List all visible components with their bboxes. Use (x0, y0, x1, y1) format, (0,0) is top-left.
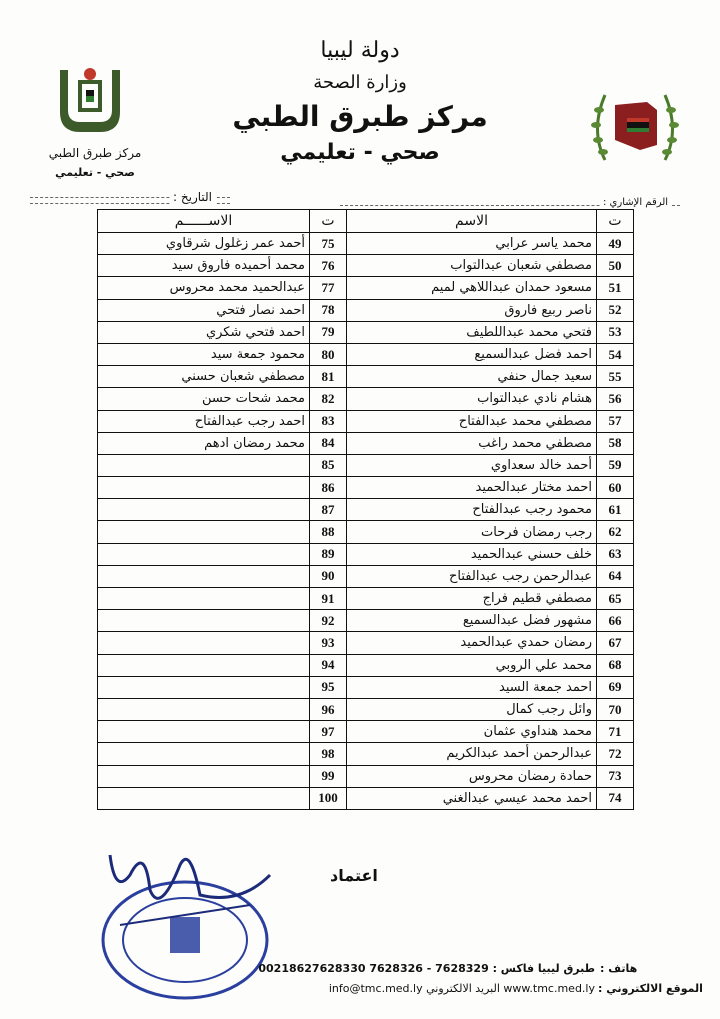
row-number: 84 (310, 432, 347, 454)
table-row (347, 255, 634, 277)
row-number: 68 (597, 654, 634, 676)
row-number: 80 (310, 343, 347, 365)
table-row (98, 787, 347, 809)
table-header-row (347, 210, 634, 233)
table-row (98, 477, 347, 499)
table-row (347, 343, 634, 365)
row-name: احمد نصار فتحي (98, 299, 310, 321)
table-row (98, 454, 347, 476)
table-row (347, 565, 634, 587)
country-heading: دولة ليبيا (320, 38, 400, 63)
row-number: 69 (597, 676, 634, 698)
footer-web-label: الموقع الالكتروني : (598, 982, 703, 995)
row-name (98, 454, 310, 476)
row-number: 56 (597, 388, 634, 410)
row-name (98, 765, 310, 787)
row-name (98, 565, 310, 587)
row-name: محمود رجب عبدالفتاح (347, 499, 597, 521)
footer-phone-label: هاتف : (600, 962, 638, 975)
row-number: 61 (597, 499, 634, 521)
table-row (347, 743, 634, 765)
row-number: 76 (310, 255, 347, 277)
row-number: 92 (310, 610, 347, 632)
table-header-row (98, 210, 347, 233)
row-name: مصطفي شعبان حسني (98, 366, 310, 388)
row-name: رمضان حمدي عبدالحميد (347, 632, 597, 654)
row-name: أحمد خالد سعداوي (347, 454, 597, 476)
row-name: عبدالرحمن رجب عبدالفتاح (347, 565, 597, 587)
row-number: 86 (310, 477, 347, 499)
row-number: 54 (597, 343, 634, 365)
table-row (98, 565, 347, 587)
row-name: محمد أحميده فاروق سيد (98, 255, 310, 277)
table-row (98, 543, 347, 565)
row-name: هشام نادي عبدالتواب (347, 388, 597, 410)
roster-table-left (97, 209, 347, 810)
table-row (98, 632, 347, 654)
table-row (347, 277, 634, 299)
row-name (98, 698, 310, 720)
row-name (98, 721, 310, 743)
row-name: أحمد عمر زغلول شرقاوي (98, 233, 310, 255)
table-row (347, 454, 634, 476)
row-number: 65 (597, 588, 634, 610)
table-row (98, 410, 347, 432)
row-number: 83 (310, 410, 347, 432)
table-row (347, 610, 634, 632)
table-row (98, 321, 347, 343)
row-name: عبدالحميد محمد محروس (98, 277, 310, 299)
table-row (347, 588, 634, 610)
center-type-heading: صحي - تعليمي (280, 140, 440, 165)
row-number: 97 (310, 721, 347, 743)
table-row (347, 321, 634, 343)
row-number: 71 (597, 721, 634, 743)
table-row (347, 410, 634, 432)
table-row (98, 521, 347, 543)
roster-table-right (346, 209, 634, 810)
table-row (347, 654, 634, 676)
row-name: سعيد جمال حنفي (347, 366, 597, 388)
table-row (98, 721, 347, 743)
row-number: 93 (310, 632, 347, 654)
row-name: مصطفي محمد عبدالفتاح (347, 410, 597, 432)
row-name: خلف حسني عبدالحميد (347, 543, 597, 565)
column-header-name: الاســــــم (98, 210, 310, 233)
official-stamp-icon (90, 835, 280, 1005)
row-name (98, 654, 310, 676)
table-row (98, 277, 347, 299)
table-row (347, 499, 634, 521)
row-number: 100 (310, 787, 347, 809)
table-row (98, 499, 347, 521)
table-row (347, 787, 634, 809)
table-row (98, 432, 347, 454)
row-name (98, 743, 310, 765)
table-row (98, 698, 347, 720)
table-row (347, 388, 634, 410)
row-number: 58 (597, 432, 634, 454)
row-number: 94 (310, 654, 347, 676)
date-label: التاريخ : (170, 190, 215, 204)
row-name: حمادة رمضان محروس (347, 765, 597, 787)
table-row (347, 432, 634, 454)
row-number: 49 (597, 233, 634, 255)
libya-map-emblem-icon (585, 80, 685, 170)
row-number: 90 (310, 565, 347, 587)
row-name (98, 787, 310, 809)
table-row (98, 676, 347, 698)
table-row (347, 299, 634, 321)
table-row (98, 255, 347, 277)
row-name: عبدالرحمن أحمد عبدالكريم (347, 743, 597, 765)
row-name: احمد فتحي شكري (98, 321, 310, 343)
row-name: مصطفي شعبان عبدالتواب (347, 255, 597, 277)
row-name: احمد جمعة السيد (347, 676, 597, 698)
center-logo-icon (50, 60, 130, 140)
row-name: محمد هنداوي عثمان (347, 721, 597, 743)
row-number: 72 (597, 743, 634, 765)
table-row (98, 366, 347, 388)
table-row (98, 233, 347, 255)
row-number: 96 (310, 698, 347, 720)
row-number: 70 (597, 698, 634, 720)
row-name (98, 477, 310, 499)
row-number: 52 (597, 299, 634, 321)
reference-number-label: الرقم الإشاري : (600, 197, 671, 208)
row-name: احمد محمد عيسي عبدالغني (347, 787, 597, 809)
row-number: 73 (597, 765, 634, 787)
center-name-heading: مركز طبرق الطبي (232, 100, 488, 133)
table-row (347, 233, 634, 255)
table-row (347, 477, 634, 499)
row-number: 62 (597, 521, 634, 543)
row-number: 64 (597, 565, 634, 587)
table-row (347, 765, 634, 787)
row-name: ناصر ربيع فاروق (347, 299, 597, 321)
row-name: محمد شحات حسن (98, 388, 310, 410)
row-number: 60 (597, 477, 634, 499)
footer-contact-line: 00218627628330 طبرق ليبيا فاكس : 7628329 - 7628326 (258, 962, 595, 975)
row-number: 81 (310, 366, 347, 388)
row-name: وائل رجب كمال (347, 698, 597, 720)
row-number: 87 (310, 499, 347, 521)
row-name: احمد فضل عبدالسميع (347, 343, 597, 365)
row-number: 51 (597, 277, 634, 299)
row-name: مصطفي محمد راغب (347, 432, 597, 454)
row-number: 55 (597, 366, 634, 388)
table-row (98, 610, 347, 632)
table-row (98, 654, 347, 676)
table-row (98, 588, 347, 610)
logo-center-name: مركز طبرق الطبي (48, 146, 142, 160)
table-row (98, 299, 347, 321)
table-row (98, 343, 347, 365)
row-number: 63 (597, 543, 634, 565)
row-number: 95 (310, 676, 347, 698)
row-name: محمود جمعة سيد (98, 343, 310, 365)
row-name (98, 632, 310, 654)
row-name: محمد علي الروبي (347, 654, 597, 676)
row-number: 77 (310, 277, 347, 299)
row-name (98, 676, 310, 698)
row-name (98, 521, 310, 543)
footer-web-line: info@tmc.med.ly البريد الالكتروني www.tmc.med.ly (328, 982, 595, 995)
table-row (347, 698, 634, 720)
row-name: محمد رمضان ادهم (98, 432, 310, 454)
row-name: محمد ياسر عرابي (347, 233, 597, 255)
row-name: مشهور فضل عبدالسميع (347, 610, 597, 632)
row-name (98, 499, 310, 521)
row-number: 89 (310, 543, 347, 565)
row-number: 98 (310, 743, 347, 765)
row-name: احمد رجب عبدالفتاح (98, 410, 310, 432)
column-header-name: الاسم (347, 210, 597, 233)
row-name: احمد مختار عبدالحميد (347, 477, 597, 499)
row-number: 59 (597, 454, 634, 476)
row-number: 85 (310, 454, 347, 476)
approval-label: اعتماد (330, 866, 378, 885)
row-name: مصطفي قطيم فراج (347, 588, 597, 610)
row-number: 53 (597, 321, 634, 343)
row-name (98, 543, 310, 565)
column-header-num: ت (597, 210, 634, 233)
row-number: 79 (310, 321, 347, 343)
ministry-heading: وزارة الصحة (313, 72, 407, 93)
row-name (98, 610, 310, 632)
row-number: 67 (597, 632, 634, 654)
row-number: 50 (597, 255, 634, 277)
table-row (347, 632, 634, 654)
row-name: رجب رمضان فرحات (347, 521, 597, 543)
table-row (347, 676, 634, 698)
table-row (347, 366, 634, 388)
row-name (98, 588, 310, 610)
row-number: 66 (597, 610, 634, 632)
row-number: 74 (597, 787, 634, 809)
row-number: 75 (310, 233, 347, 255)
table-row (347, 543, 634, 565)
row-name: مسعود حمدان عبداللاهي لميم (347, 277, 597, 299)
row-number: 88 (310, 521, 347, 543)
column-header-num: ت (310, 210, 347, 233)
row-number: 57 (597, 410, 634, 432)
table-row (347, 721, 634, 743)
table-row (98, 743, 347, 765)
row-number: 91 (310, 588, 347, 610)
table-row (347, 521, 634, 543)
row-number: 82 (310, 388, 347, 410)
table-row (98, 388, 347, 410)
logo-center-tag: صحي - تعليمي (55, 166, 135, 179)
row-number: 78 (310, 299, 347, 321)
row-name: فتحي محمد عبداللطيف (347, 321, 597, 343)
table-row (98, 765, 347, 787)
row-number: 99 (310, 765, 347, 787)
